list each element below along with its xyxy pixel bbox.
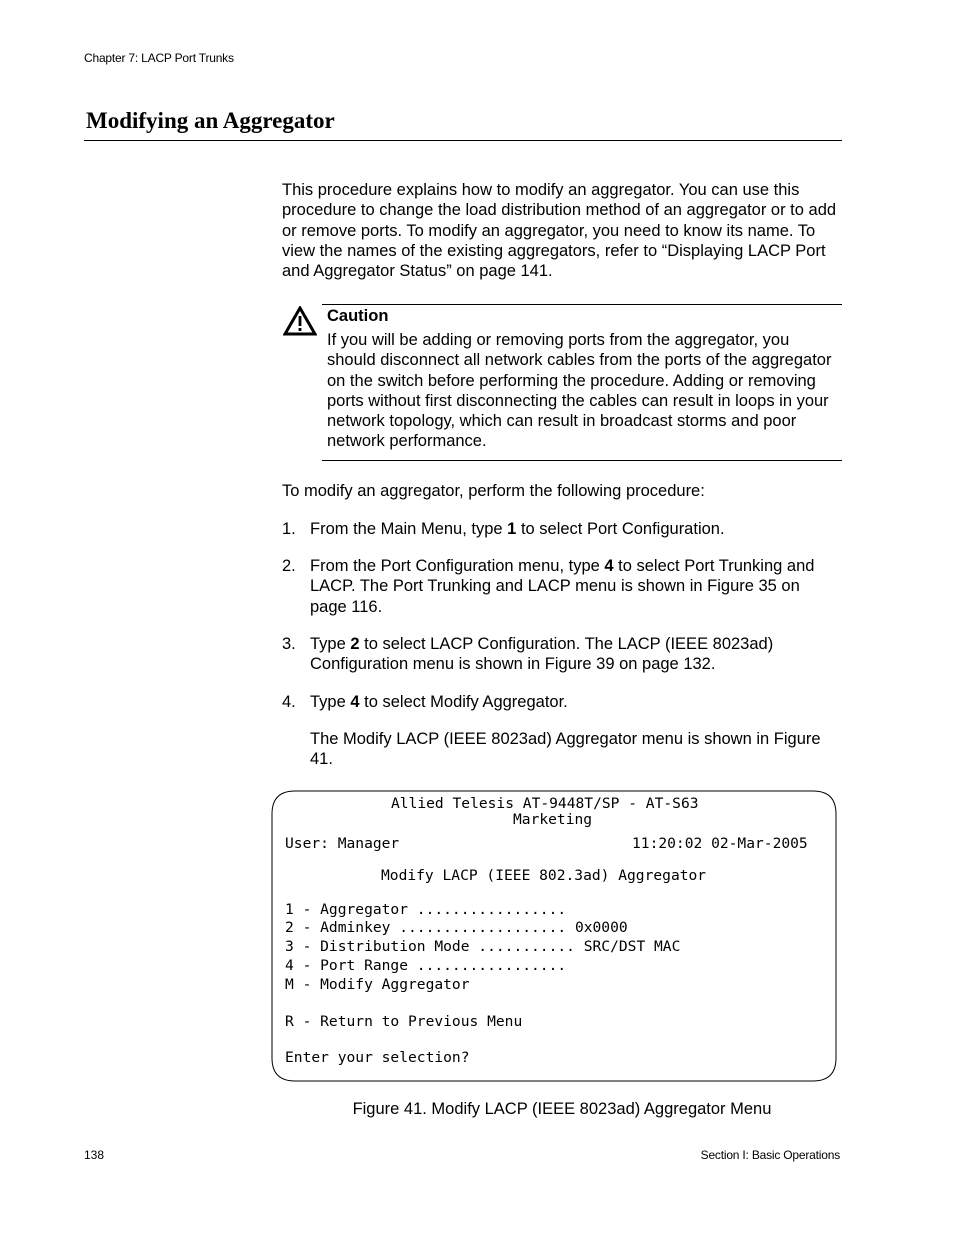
running-footer-section: Section I: Basic Operations	[700, 1148, 840, 1162]
terminal-screen	[271, 790, 837, 1082]
terminal-menu-item: 1 - Aggregator .................	[285, 901, 567, 918]
terminal-header-location: Marketing	[513, 811, 593, 828]
procedure-lead: To modify an aggregator, perform the following procedure:	[282, 482, 705, 500]
terminal-menu-item: 3 - Distribution Mode ........... SRC/DST MAC	[285, 938, 681, 955]
intro-paragraph: This procedure explains how to modify an aggregator. You can use this procedure to change the load distribution method of an aggregator or to add or remove ports. To modify an aggregator, you need to know its name. To view the names of the existing aggregators, refer to “Displaying LACP Port and Aggregator Status” on page 141.	[282, 181, 837, 281]
figure-caption: Figure 41. Modify LACP (IEEE 8023ad) Aggregator Menu	[352, 1100, 772, 1118]
section-title: Modifying an Aggregator	[86, 108, 335, 133]
step-number: 3.	[282, 635, 296, 653]
caution-title: Caution	[327, 307, 389, 325]
terminal-datetime: 11:20:02 02-Mar-2005	[632, 835, 808, 852]
step-number: 2.	[282, 557, 296, 575]
running-header: Chapter 7: LACP Port Trunks	[84, 51, 234, 65]
terminal-frame	[271, 790, 837, 1082]
step-text: From the Port Configuration menu, type 4 to select Port Trunking and LACP. The Port Trunking and LACP menu is shown in Figure 35 on page 116.	[310, 557, 815, 616]
terminal-header-device: Allied Telesis AT-9448T/SP - AT-S63	[391, 795, 699, 812]
step-text: From the Main Menu, type 1 to select Port Configuration.	[310, 520, 725, 538]
page-number: 138	[84, 1148, 105, 1162]
terminal-menu-title: Modify LACP (IEEE 802.3ad) Aggregator	[381, 867, 707, 884]
figure-note: The Modify LACP (IEEE 8023ad) Aggregator menu is shown in Figure 41.	[310, 730, 821, 769]
terminal-menu-item: M - Modify Aggregator	[285, 976, 470, 993]
terminal-menu-item: 4 - Port Range .................	[285, 957, 567, 974]
terminal-menu-item: 2 - Adminkey ................... 0x0000	[285, 919, 628, 936]
terminal-prompt: Enter your selection?	[285, 1049, 470, 1066]
step-text: Type 2 to select LACP Configuration. The LACP (IEEE 8023ad) Configuration menu is shown in Figure 39 on page 132.	[310, 635, 774, 674]
step-number: 4.	[282, 693, 296, 711]
step-number: 1.	[282, 520, 296, 538]
caution-body: If you will be adding or removing ports from the aggregator, you should disconnect all network cables from the ports of the aggregator on the switch before performing the procedure. Adding or removing ports without first disconnecting the cables can result in loops in your network topology, which can result in broadcast storms and poor network performance.	[327, 331, 832, 451]
terminal-return-item: R - Return to Previous Menu	[285, 1013, 523, 1030]
warning-triangle-icon	[283, 306, 317, 336]
caution-bottom-rule	[322, 460, 842, 461]
terminal-user: User: Manager	[285, 835, 400, 852]
caution-top-rule	[322, 304, 842, 305]
title-rule	[84, 140, 842, 141]
step-text: Type 4 to select Modify Aggregator.	[310, 693, 568, 711]
